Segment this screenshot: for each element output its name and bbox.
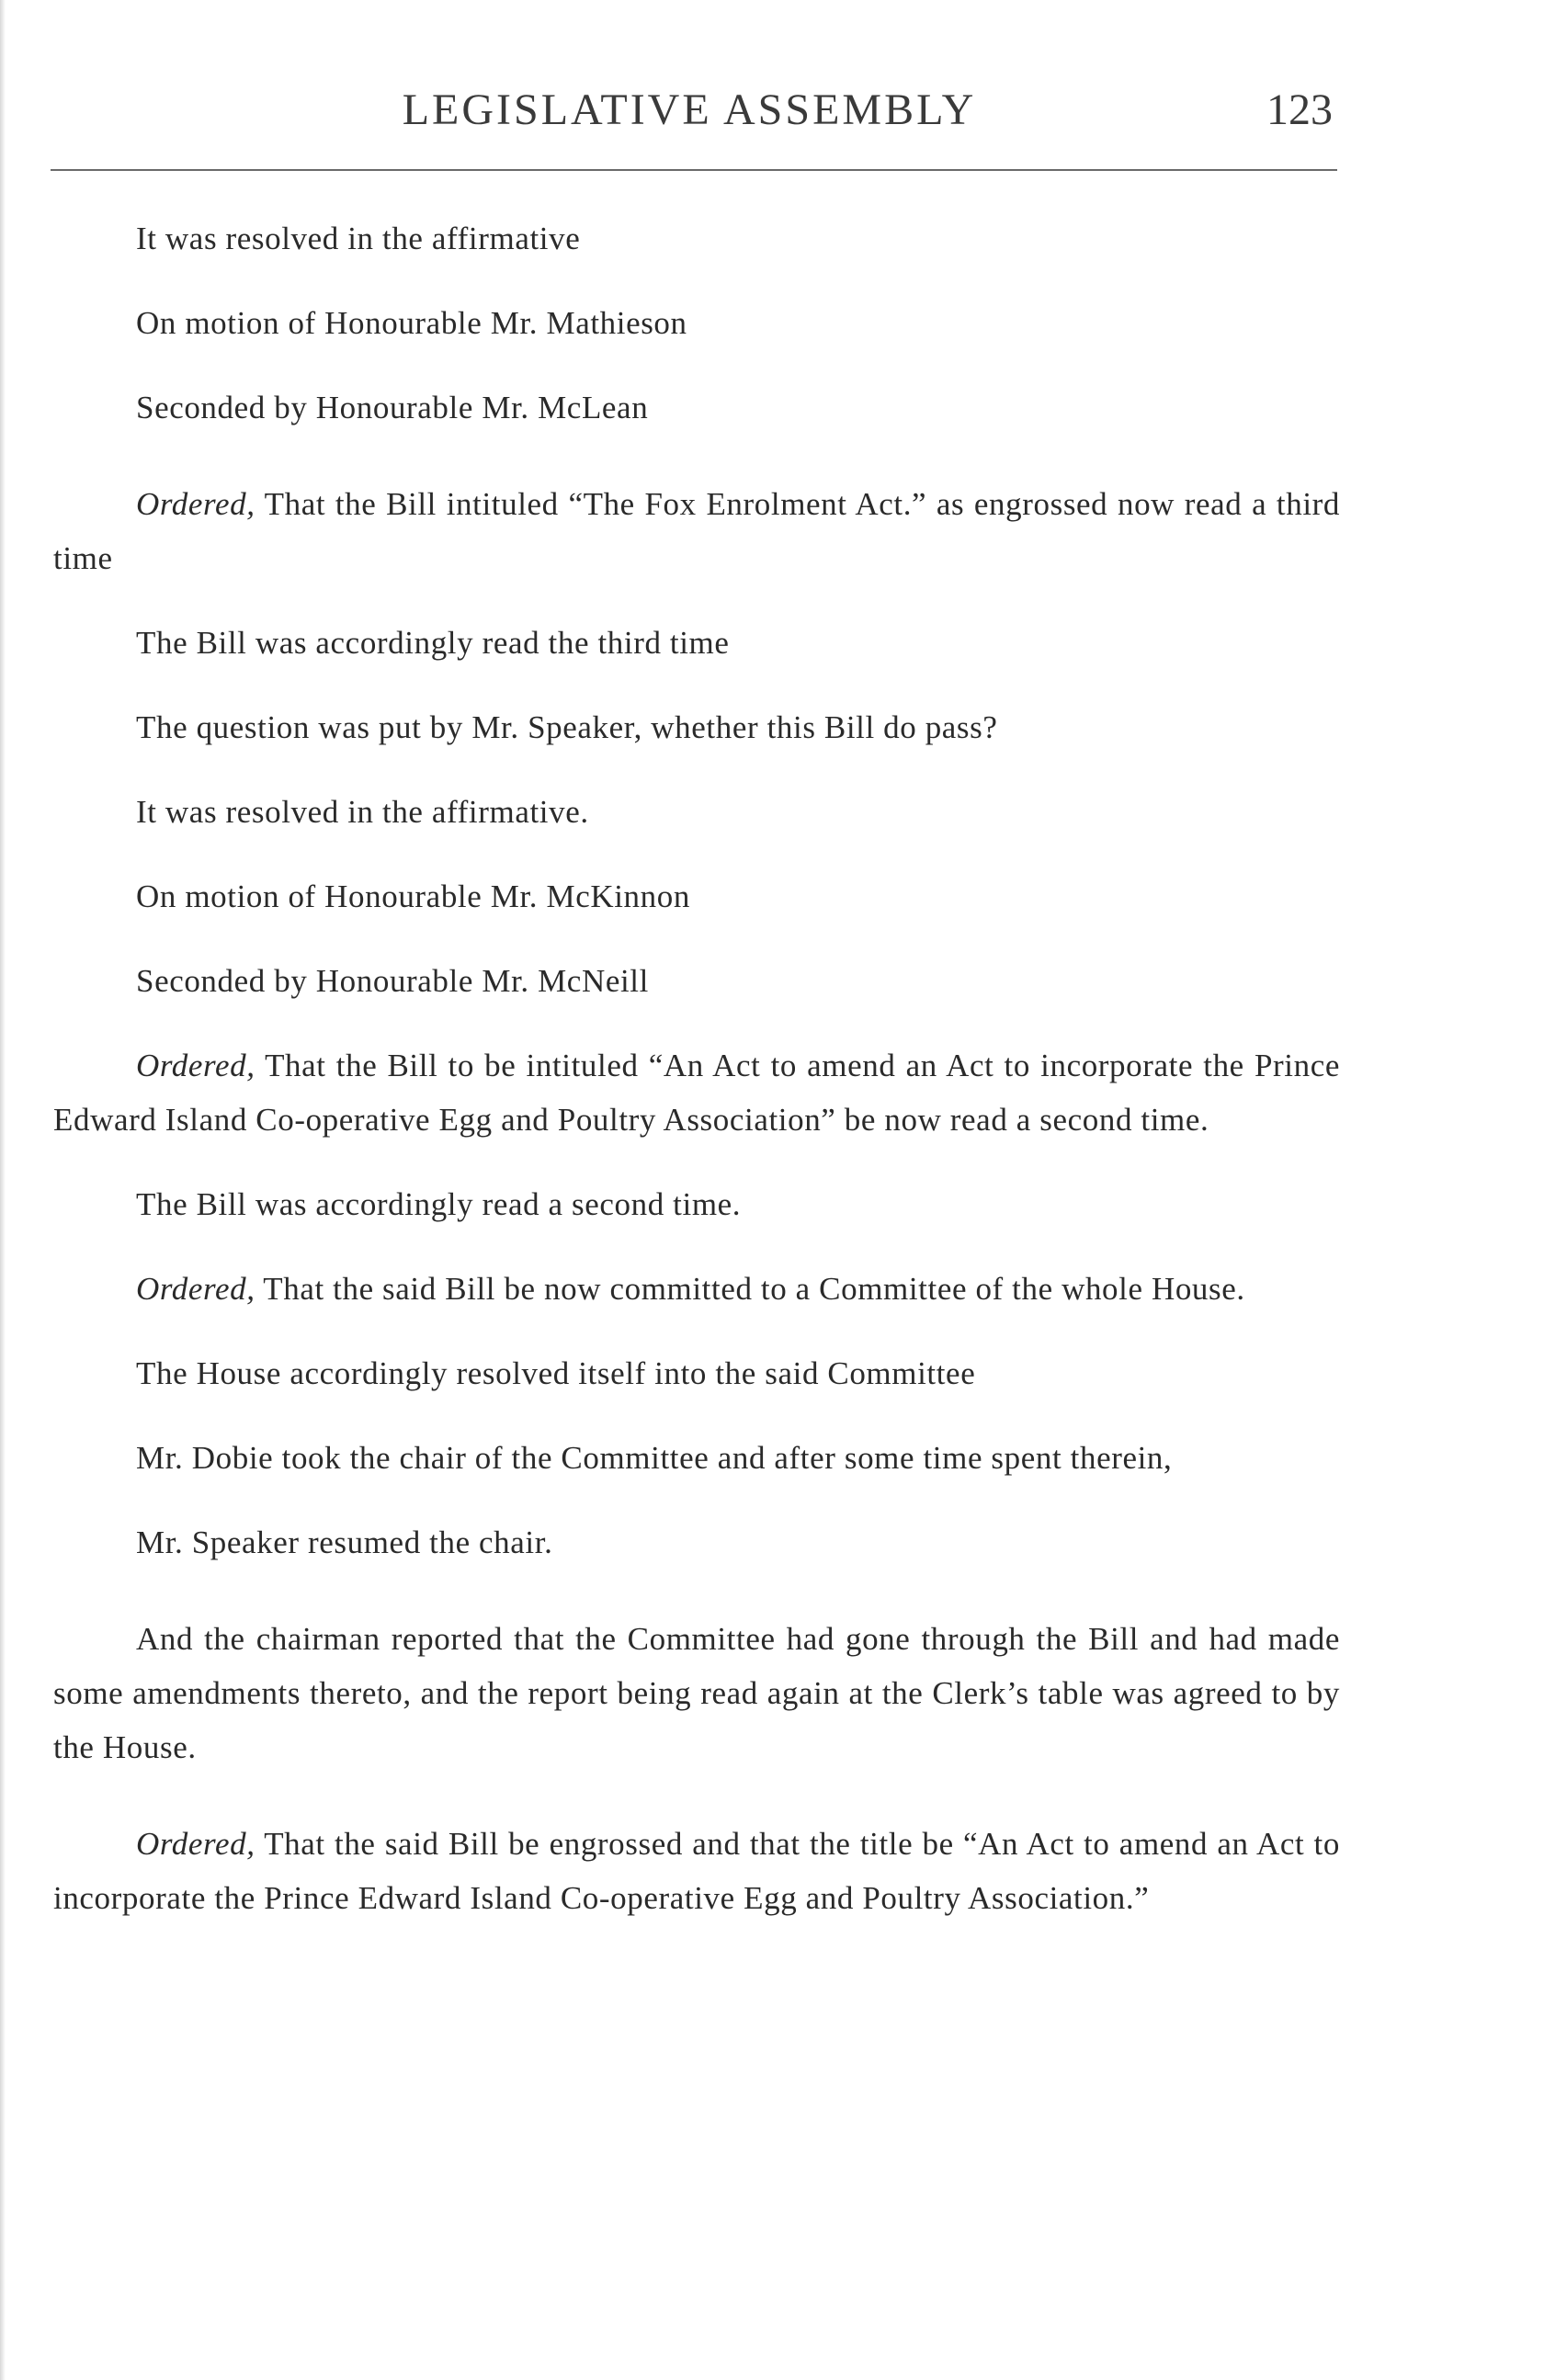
paragraph-text: Seconded by Honourable Mr. McLean [136,390,649,425]
journal-paragraph [53,954,1340,1008]
paragraph-text: On motion of Honourable Mr. McKinnon [136,878,690,914]
paragraph-text: Seconded by Honourable Mr. McNeill [136,963,649,999]
paragraph-text: That the Bill to be intituled “An Act to amend an Act to incorporate the Prince Edward Island Co-operative Egg and Poultry Association” be now read a second time. [53,1048,1340,1138]
paragraph-text: The Bill was accordingly read a second time. [136,1186,742,1222]
paragraph-text: The House accordingly resolved itself into the said Committee [136,1355,976,1391]
journal-paragraph [53,616,1340,670]
paragraph-text: It was resolved in the affirmative. [136,794,589,830]
journal-paragraph [53,1817,1340,1925]
journal-paragraph [53,700,1340,754]
journal-paragraph [53,380,1340,435]
journal-paragraph [53,1262,1340,1316]
journal-paragraph [53,1515,1340,1570]
paragraph-text: Mr. Speaker resumed the chair. [136,1524,553,1560]
paragraph-text: The question was put by Mr. Speaker, whether this Bill do pass? [136,709,998,745]
paragraph-text: That the said Bill be engrossed and that the title be “An Act to amend an Act to incorporate the Prince Edward Island Co-operative Egg and Poultry Association.” [53,1826,1340,1916]
paragraph-text: On motion of Honourable Mr. Mathieson [136,305,687,341]
journal-paragraph [53,869,1340,924]
ordered-lead: Ordered, [136,1271,255,1307]
paragraph-text: That the said Bill be now committed to a Committee of the whole House. [255,1271,1245,1307]
journal-paragraph [53,477,1340,585]
paragraph-text: It was resolved in the affirmative [136,221,581,256]
journal-paragraph [53,1038,1340,1147]
running-header-title: LEGISLATIVE ASSEMBLY [402,85,977,134]
page-number: 123 [1266,85,1333,134]
paragraph-text: Mr. Dobie took the chair of the Committee and after some time spent therein, [136,1440,1173,1476]
journal-paragraph [53,785,1340,839]
ordered-lead: Ordered, [136,1826,255,1862]
page-edge-shadow [0,0,6,2380]
journal-body [53,211,1340,1925]
journal-paragraph [53,296,1340,350]
header-rule [51,169,1337,171]
paragraph-text: That the Bill intituled “The Fox Enrolment Act.” as engrossed now read a third time [53,486,1340,576]
paragraph-text: And the chairman reported that the Committee had gone through the Bill and had made some amendments thereto, and the report being read again at the Clerk’s table was agreed to by the House. [53,1621,1340,1765]
journal-paragraph [53,1612,1340,1774]
ordered-lead: Ordered, [136,1048,255,1083]
journal-paragraph [53,1431,1340,1485]
paragraph-text: The Bill was accordingly read the third time [136,625,730,661]
journal-paragraph [53,211,1340,266]
ordered-lead: Ordered, [136,486,255,522]
journal-paragraph [53,1177,1340,1231]
journal-paragraph [53,1346,1340,1400]
